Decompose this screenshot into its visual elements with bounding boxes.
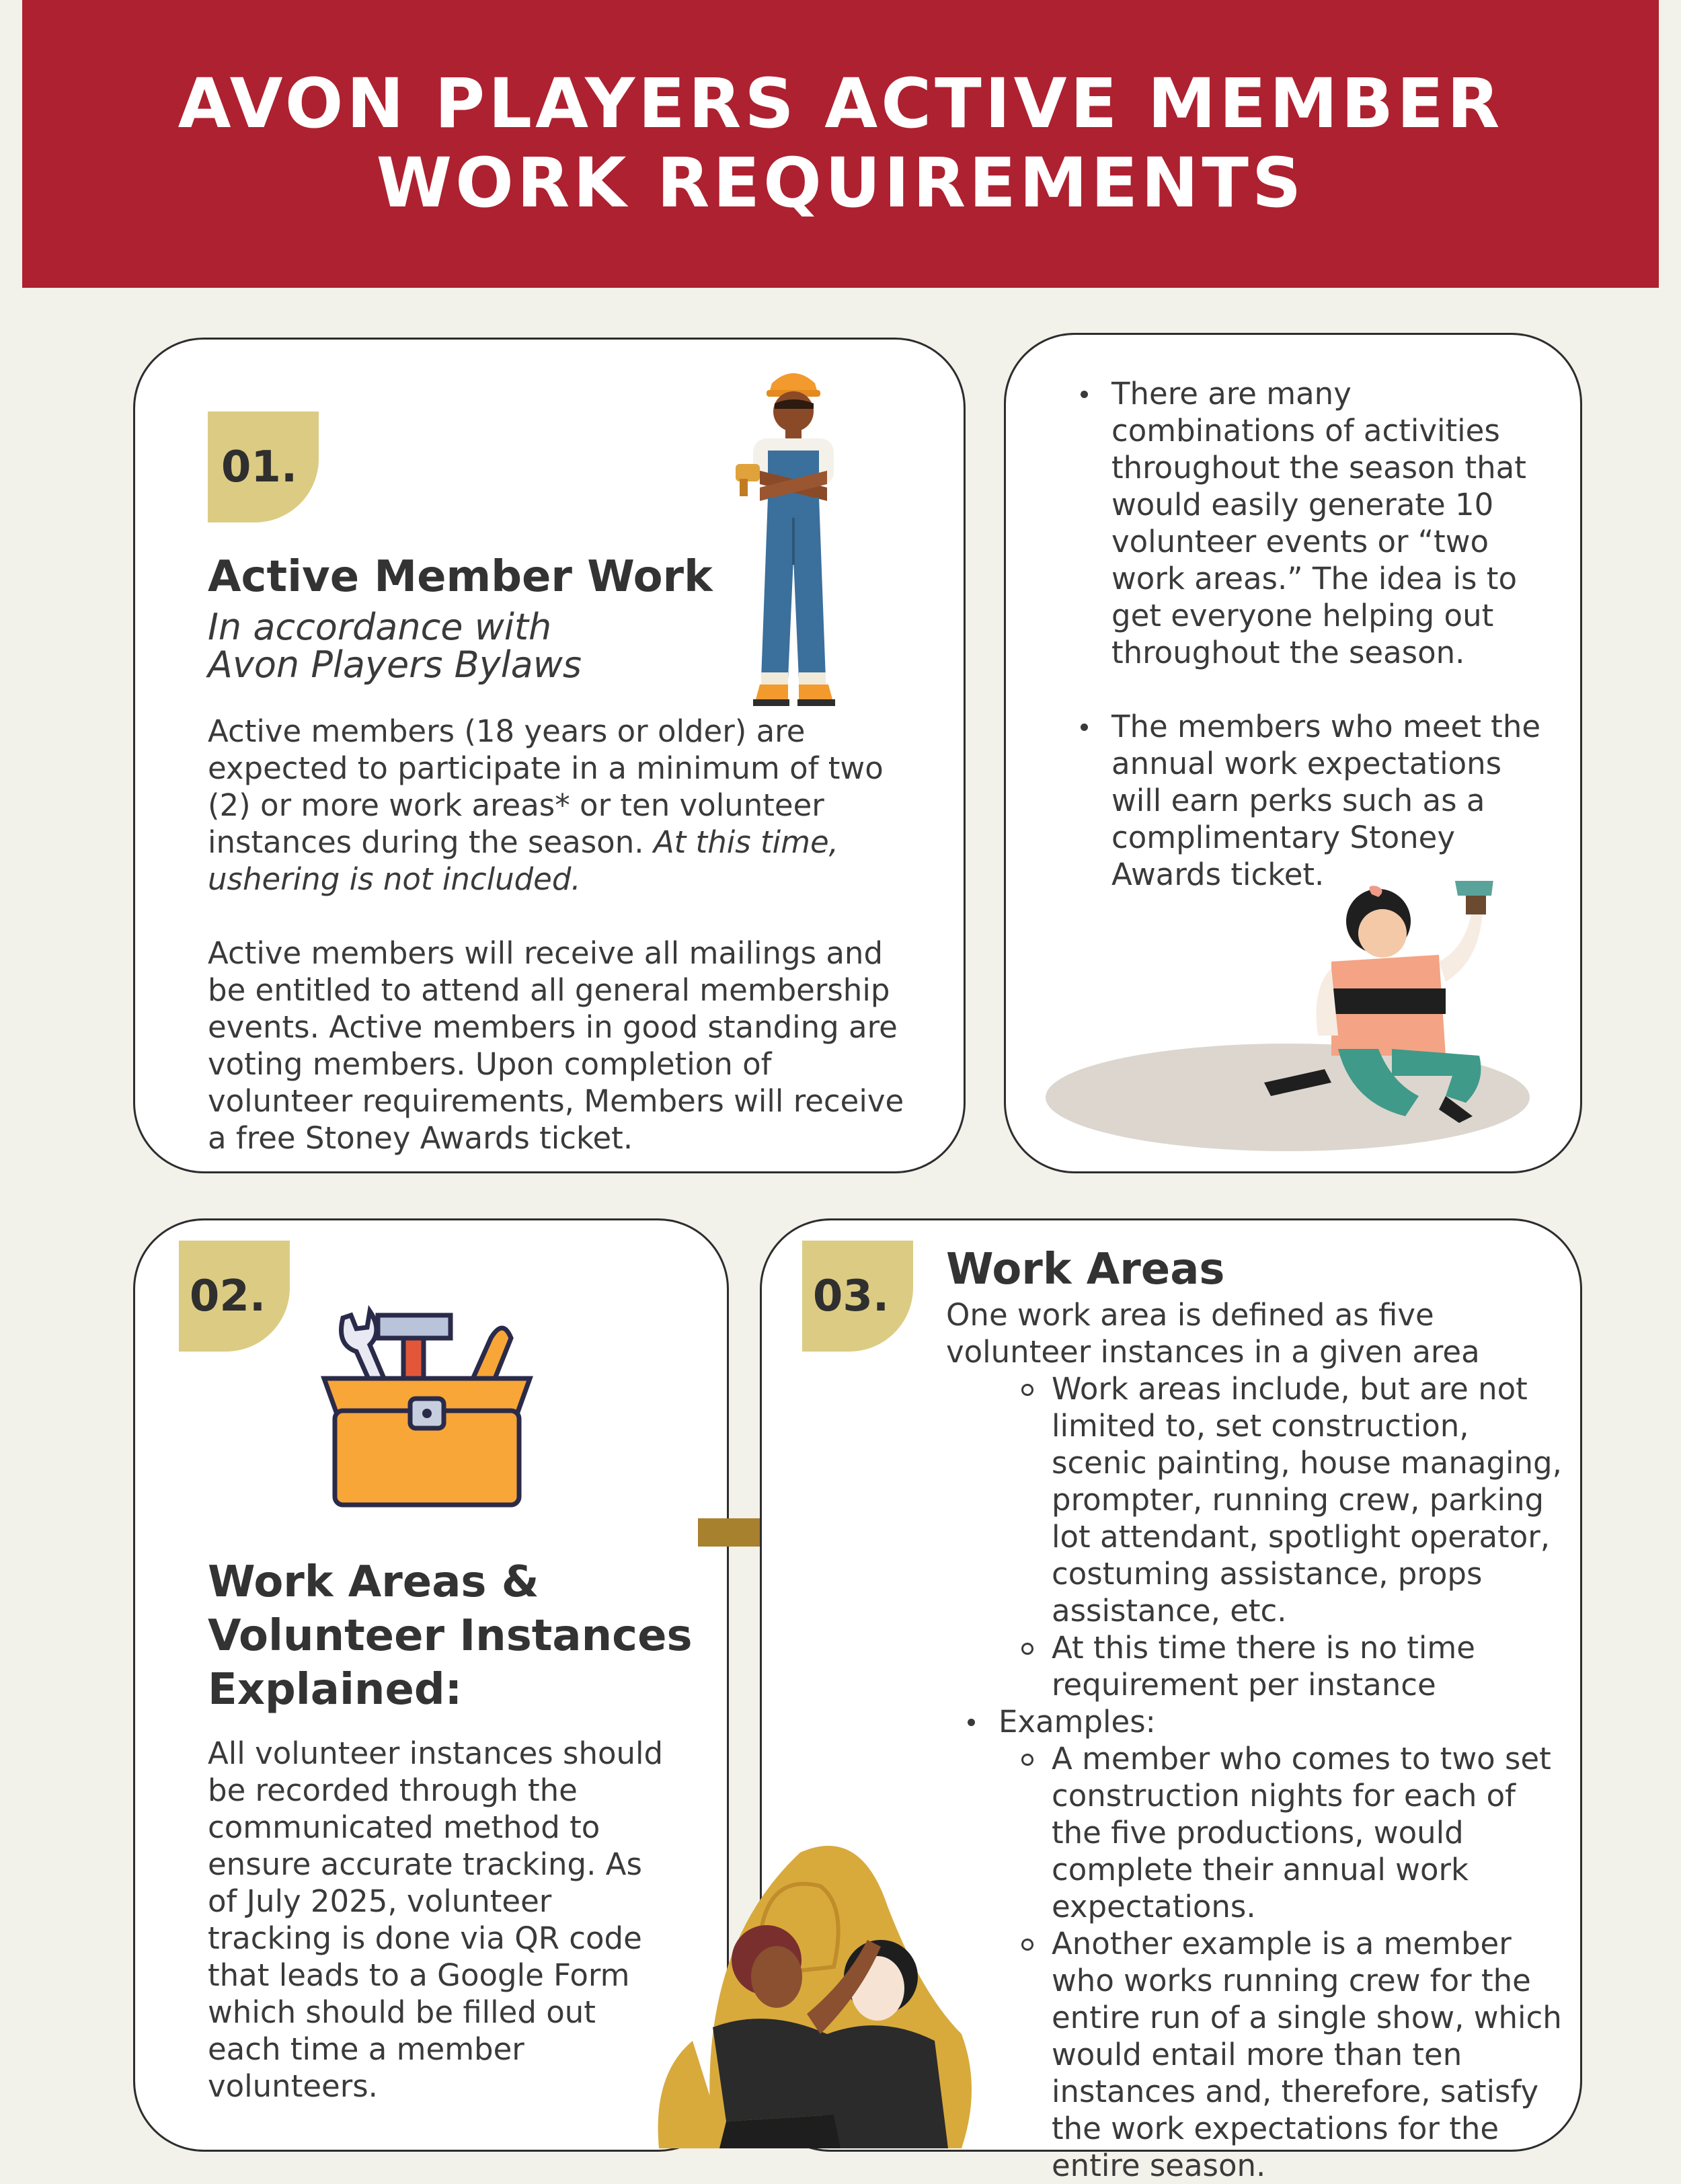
card1-body [208,713,921,1194]
toolbox-icon [316,1298,538,1520]
header-banner [22,0,1659,288]
card1-paragraph2: Active members will receive all mailings and be entitled to attend all general membership events. Active members in good standing are voting members. Upon completion of volunteer requirements, Members will receive a free Stoney Awards ticket. [208,935,904,1156]
card1-subtitle-line2: Avon Players Bylaws [208,644,582,686]
badge-01: 01. [208,412,319,522]
card2-body: All volunteer instances should be recorded through the communicated method to ensure accurate tracking. As of July 2025, volunteer tracking is done via QR code that leads to a Google Form which should be filled out each time a member volunteers. [208,1736,664,2104]
card1-title: Active Member Work [208,552,713,602]
badge-03: 03. [802,1241,913,1352]
examples-label [999,1703,1565,2184]
card3-examples-list [999,1703,1565,2184]
card3-body [946,1296,1565,2184]
card1-para1-italic: At this time, ushering is not included. [208,824,838,897]
card-right-bullets [1111,375,1555,893]
two-people-illustration [646,1832,1009,2155]
painter-girl-illustration [1042,881,1533,1157]
card2-title-line2: Volunteer Instances [208,1611,693,1661]
card3-title: Work Areas [946,1245,1225,1294]
card1-paragraph1 [208,713,921,898]
card2-title-line3: Explained: [208,1665,463,1715]
badge-02: 02. [179,1241,290,1352]
list-item: A member who comes to two set construction nights for each of the five productions, would complete their annual work expectations. [1052,1740,1565,1925]
card3-work-area-list [1052,1370,1565,1703]
card1-para1-text: Active members (18 years or older) are expected to participate in a minimum of two (2) or more work areas* or ten volunteer instances during the season. [208,713,884,860]
list-item: Another example is a member who works running crew for the entire run of a single show, which would entail more than ten instances and, therefore, satisfy the work expectations for the entire season. [1052,1925,1565,2184]
list-item: At this time there is no time requirement per instance [1052,1629,1565,1703]
card3-examples-sublist [1052,1740,1565,2184]
construction-worker-illustration [713,363,874,719]
card1-subtitle-line1: In accordance with [208,606,552,648]
list-item: There are many combinations of activities throughout the season that would easily generate 10 volunteer events or “two work areas.” The idea is to get everyone helping out throughout the season. [1111,375,1555,671]
card-right-bullet-list [1111,375,1555,893]
examples-label-text: Examples: [999,1704,1156,1740]
list-item: The members who meet the annual work expectations will earn perks such as a complimentary Stoney Awards ticket. [1111,708,1555,893]
list-item: Work areas include, but are not limited to, set construction, scenic painting, house managing, prompter, running crew, parking lot attendant, spotlight operator, costuming assistance, props assistance, etc. [1052,1370,1565,1629]
card2-title-line1: Work Areas & [208,1557,539,1607]
page-title-line2: WORK REQUIREMENTS [376,143,1305,223]
card3-intro: One work area is defined as five volunteer instances in a given area [946,1297,1480,1370]
page-title-line1: AVON PLAYERS ACTIVE MEMBER [178,64,1503,144]
